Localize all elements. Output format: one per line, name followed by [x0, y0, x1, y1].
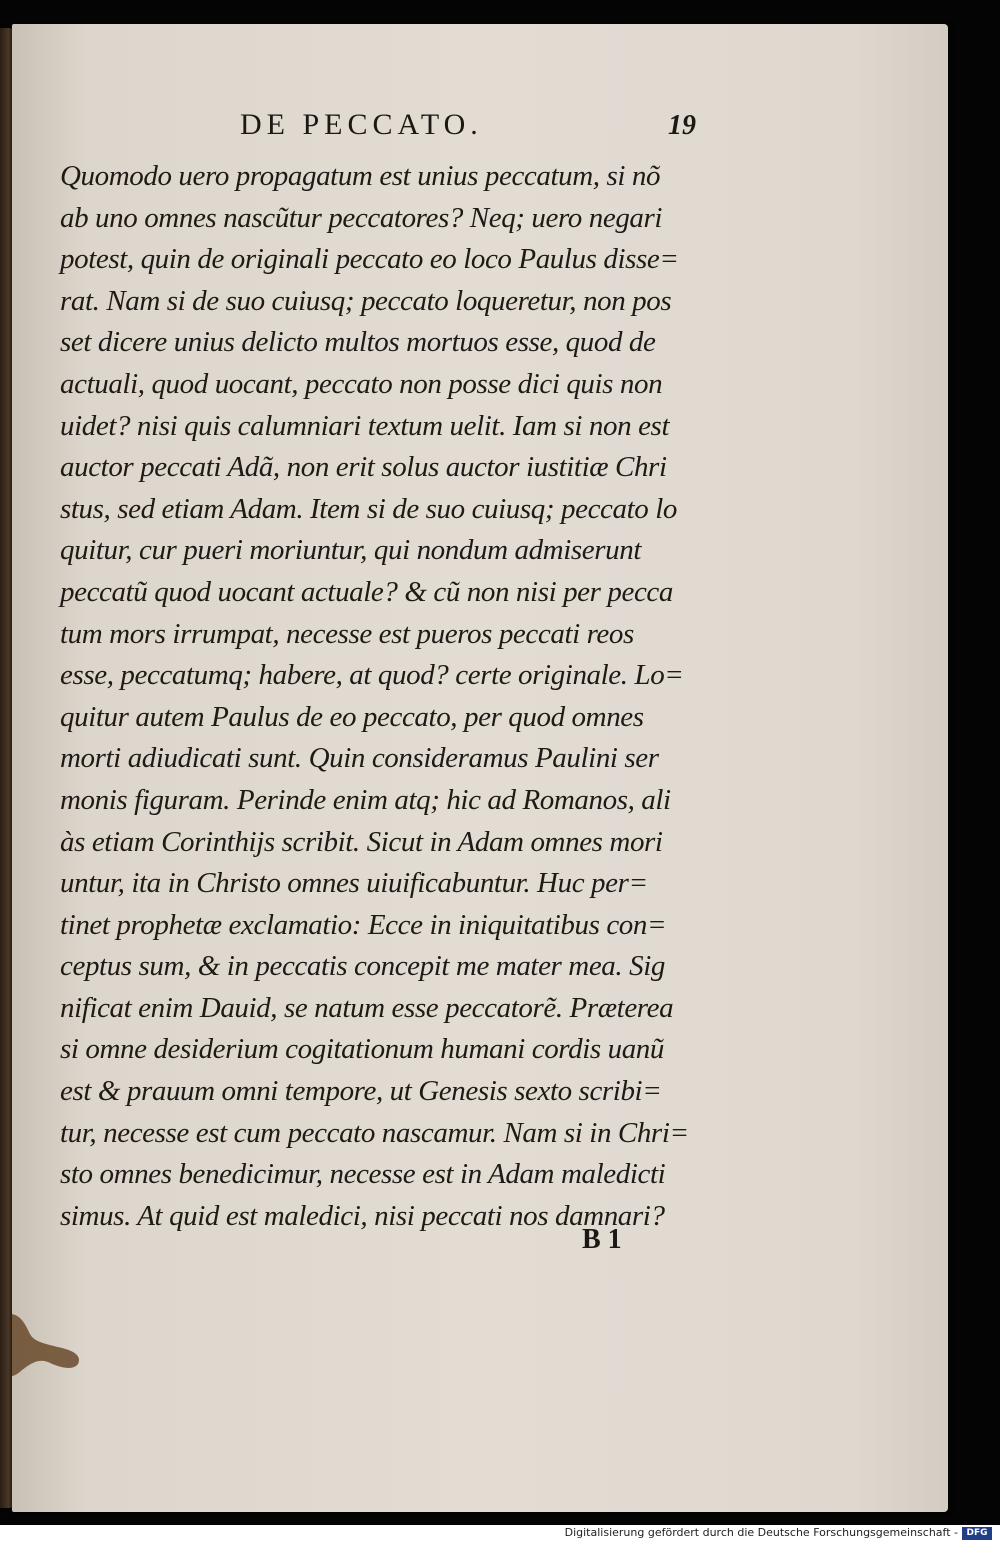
text-line: ceptus sum, & in peccatis concepit me mater mea. Sig — [60, 950, 665, 983]
page-number: 19 — [668, 110, 696, 141]
body-text — [60, 156, 710, 1237]
page-stain — [12, 1304, 92, 1384]
text-line: stus, sed etiam Adam. Item si de suo cuiusq; peccato lo — [60, 492, 677, 525]
dfg-logo-icon: DFG — [962, 1527, 992, 1540]
text-line: set dicere unius delicto multos mortuos esse, quod de — [60, 326, 656, 359]
signature-mark: B 1 — [582, 1224, 622, 1255]
text-line: sto omnes benedicimur, necesse est in Adam maledicti — [60, 1158, 666, 1191]
text-line: est & prauum omni tempore, ut Genesis sexto scribi= — [60, 1075, 662, 1108]
text-line: às etiam Corinthijs scribit. Sicut in Adam omnes mori — [60, 825, 663, 858]
page-header — [12, 104, 948, 154]
text-line: rat. Nam si de suo cuiusq; peccato loqueretur, non pos — [60, 284, 672, 317]
funding-credit: Digitalisierung gefördert durch die Deutsche Forschungsgemeinschaft - — [564, 1526, 958, 1539]
text-line: quitur, cur pueri moriuntur, qui nondum admiserunt — [60, 534, 641, 567]
text-line: simus. At quid est maledici, nisi peccati nos damnari? — [60, 1199, 665, 1232]
text-line: tur, necesse est cum peccato nascamur. Nam si in Chri= — [60, 1116, 689, 1149]
text-line: ab uno omnes nascũtur peccatores? Neq; uero negari — [60, 201, 663, 234]
text-line: auctor peccati Adã, non erit solus auctor iustitiæ Chri — [60, 451, 667, 484]
text-line: monis figuram. Perinde enim atq; hic ad Romanos, ali — [60, 783, 671, 816]
text-line: potest, quin de originali peccato eo loco Paulus disse= — [60, 243, 679, 276]
text-line: si omne desiderium cogitationum humani cordis uanũ — [60, 1033, 664, 1066]
text-line: tum mors irrumpat, necesse est pueros peccati reos — [60, 617, 634, 650]
text-line: esse, peccatumq; habere, at quod? certe originale. Lo= — [60, 659, 684, 692]
text-line: uidet? nisi quis calumniari textum uelit. Iam si non est — [60, 409, 670, 442]
text-line: tinet prophetæ exclamatio: Ecce in iniquitatibus con= — [60, 908, 667, 941]
running-head: DE PECCATO. — [240, 108, 483, 141]
credit-bar — [0, 1525, 1000, 1542]
text-line: untur, ita in Christo omnes uiuificabuntur. Huc per= — [60, 867, 648, 900]
text-line: quitur autem Paulus de eo peccato, per quod omnes — [60, 700, 644, 733]
text-line: Quomodo uero propagatum est unius peccatum, si nõ — [60, 160, 661, 192]
text-line: morti adiudicati sunt. Quin consideramus Paulini ser — [60, 742, 659, 775]
text-line: nificat enim Dauid, se natum esse peccatorẽ. Præterea — [60, 991, 674, 1024]
text-line: actuali, quod uocant, peccato non posse dici quis non — [60, 367, 663, 400]
text-line: peccatũ quod uocant actuale? & cũ non nisi per pecca — [60, 575, 674, 608]
book-page — [12, 24, 948, 1512]
